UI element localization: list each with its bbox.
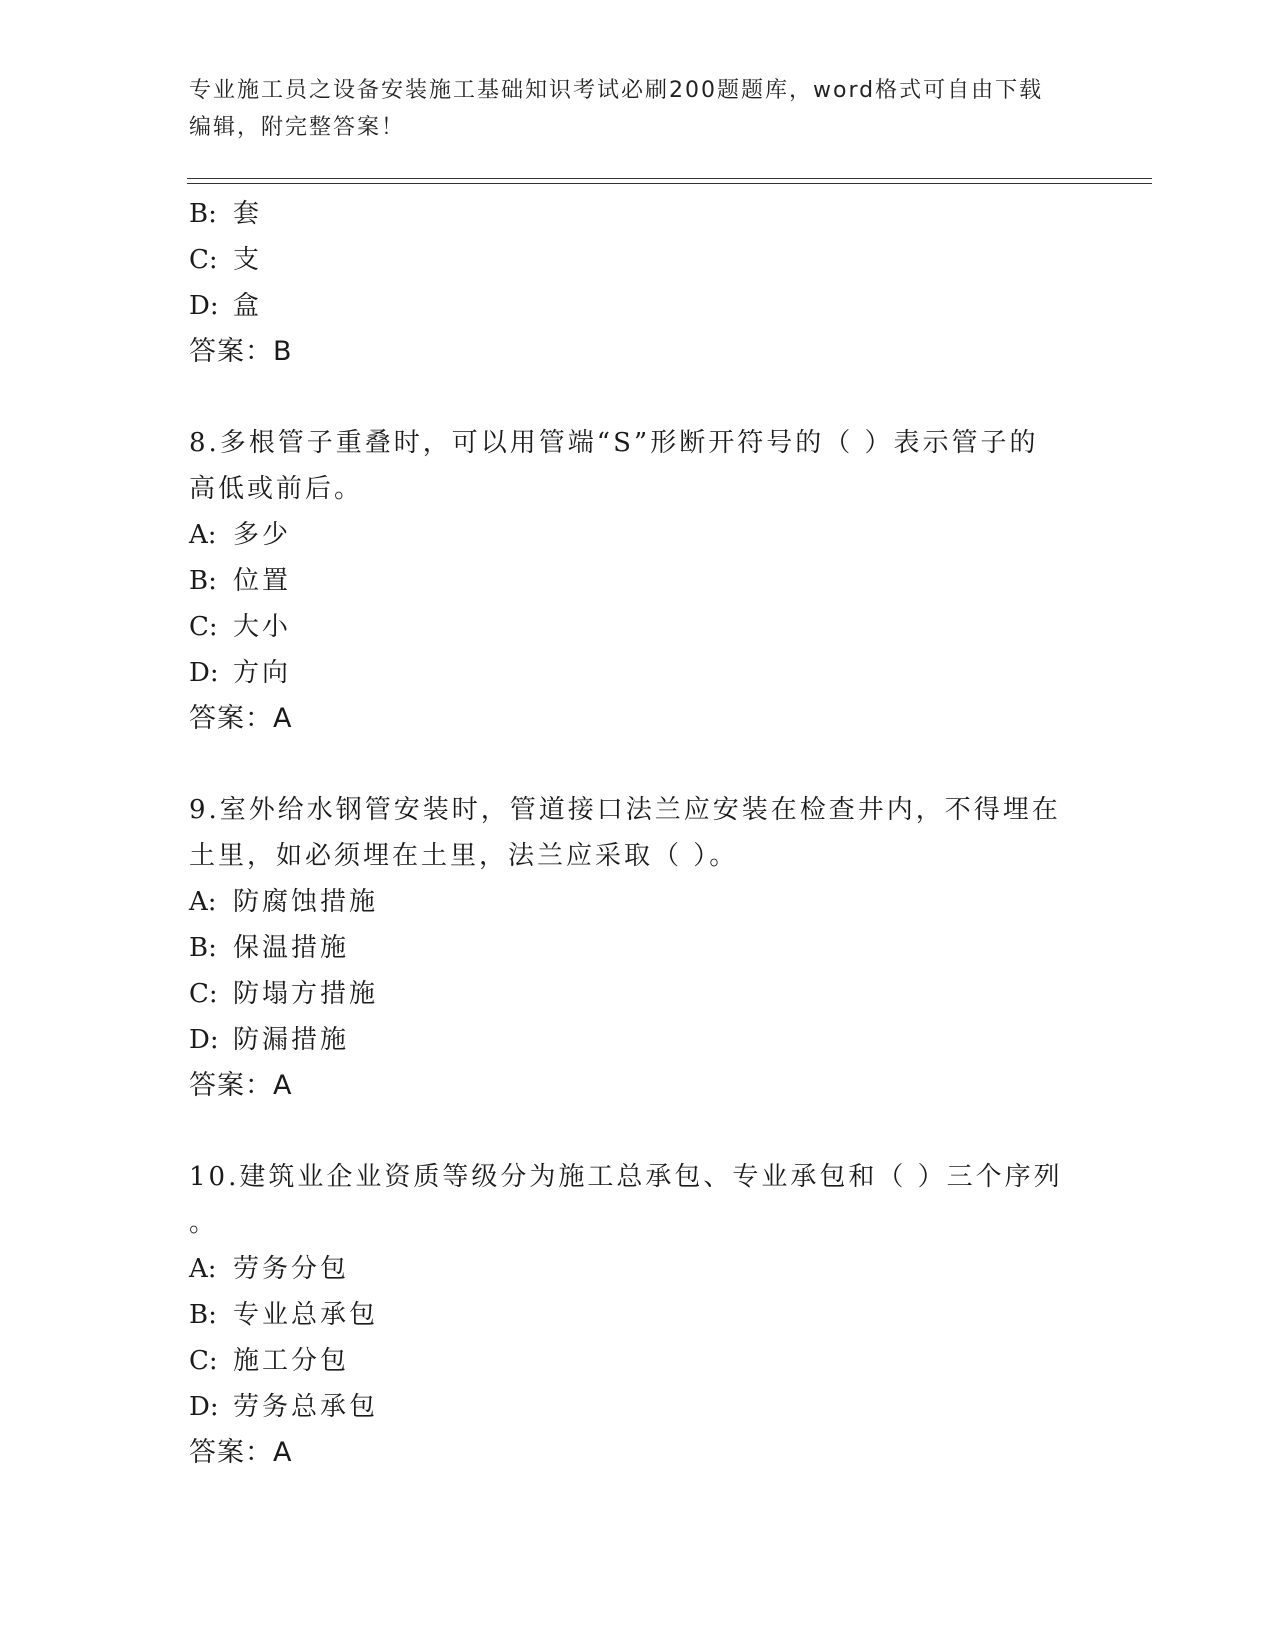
option-a (189, 1246, 1089, 1292)
option-text: 劳务分包 (233, 1254, 350, 1284)
question-line: 土里，如必须埋在土里，法兰应采取（ ）。 (189, 841, 739, 871)
option-d (189, 1017, 1089, 1063)
question-list (189, 191, 1089, 1476)
answer-line: 答案：B (189, 336, 293, 367)
answer-line: 答案：A (189, 1437, 293, 1468)
option-letter: A: (189, 1254, 217, 1284)
option-text: 盒 (233, 291, 263, 321)
option-text: 防塌方措施 (233, 979, 379, 1009)
option-letter: C: (189, 979, 218, 1009)
option-b (189, 191, 1089, 237)
header-line-1: 专业施工员之设备安装施工基础知识考试必刷200题题库，word格式可自由下载 (189, 78, 1044, 103)
question-9-text (189, 787, 1069, 879)
option-text: 保温措施 (233, 933, 350, 963)
option-c (189, 604, 1089, 650)
option-b (189, 558, 1089, 604)
question-line: 。 (189, 1208, 219, 1238)
option-letter: B: (189, 566, 217, 596)
document-header (189, 72, 1079, 146)
option-d (189, 1384, 1089, 1430)
option-text: 防腐蚀措施 (233, 887, 379, 917)
option-d (189, 283, 1089, 329)
option-c (189, 237, 1089, 283)
option-c (189, 971, 1089, 1017)
option-text: 方向 (233, 658, 292, 688)
option-letter: B: (189, 199, 217, 229)
option-b (189, 1292, 1089, 1338)
answer-line: 答案：A (189, 1070, 293, 1101)
option-text: 大小 (233, 612, 292, 642)
option-letter: C: (189, 612, 218, 642)
option-a (189, 512, 1089, 558)
option-letter: A: (189, 887, 217, 917)
option-text: 防漏措施 (233, 1025, 350, 1055)
question-line: 10.建筑业企业资质等级分为施工总承包、专业承包和（ ）三个序列 (189, 1162, 1063, 1192)
option-letter: D: (189, 658, 219, 688)
option-b (189, 925, 1089, 971)
option-letter: A: (189, 520, 217, 550)
option-letter: D: (189, 1025, 219, 1055)
option-letter: C: (189, 1346, 218, 1376)
option-letter: B: (189, 933, 217, 963)
question-8-text (189, 420, 1069, 512)
option-text: 劳务总承包 (233, 1392, 379, 1422)
option-letter: B: (189, 1300, 217, 1330)
answer-line: 答案：A (189, 703, 293, 734)
option-letter: C: (189, 245, 218, 275)
header-rule-top (187, 178, 1152, 179)
question-line: 高低或前后。 (189, 474, 364, 504)
option-text: 套 (233, 199, 263, 229)
option-letter: D: (189, 1392, 219, 1422)
option-text: 位置 (233, 566, 292, 596)
option-text: 多少 (233, 520, 292, 550)
option-text: 专业总承包 (233, 1300, 379, 1330)
question-10-text (189, 1154, 1069, 1246)
option-text: 支 (233, 245, 263, 275)
header-line-2: 编辑，附完整答案！ (189, 115, 406, 140)
question-line: 8.多根管子重叠时，可以用管端“S”形断开符号的（ ）表示管子的 (189, 428, 1039, 458)
option-text: 施工分包 (233, 1346, 350, 1376)
option-a (189, 879, 1089, 925)
option-c (189, 1338, 1089, 1384)
question-line: 9.室外给水钢管安装时，管道接口法兰应安装在检查井内，不得埋在 (189, 795, 1061, 825)
option-letter: D: (189, 291, 219, 321)
header-rule-bottom (187, 183, 1152, 184)
option-d (189, 650, 1089, 696)
